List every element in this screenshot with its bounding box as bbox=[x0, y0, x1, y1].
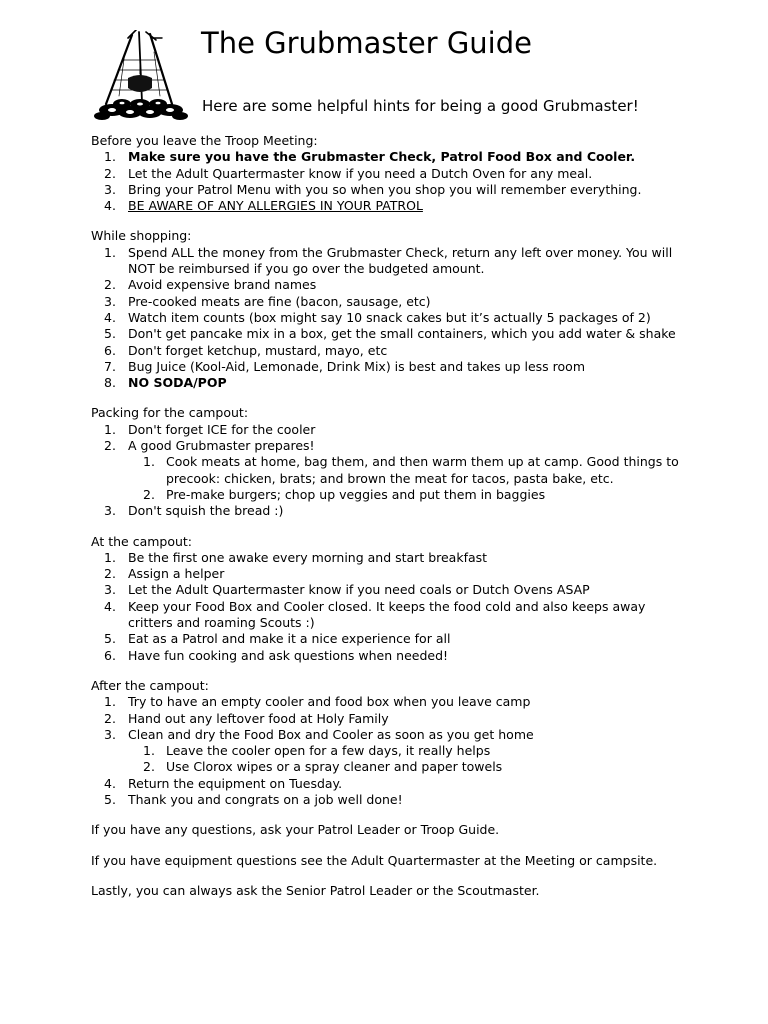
section-list bbox=[91, 245, 691, 392]
list-item bbox=[91, 566, 691, 582]
list-item bbox=[91, 294, 691, 310]
item-number: 3. bbox=[104, 582, 116, 598]
list-item bbox=[91, 792, 691, 808]
item-number: 1. bbox=[143, 743, 155, 759]
list-item bbox=[91, 310, 691, 326]
item-text: Let the Adult Quartermaster know if you need coals or Dutch Ovens ASAP bbox=[128, 582, 590, 598]
list-item bbox=[91, 375, 691, 391]
item-number: 3. bbox=[104, 503, 116, 519]
item-text: Let the Adult Quartermaster know if you need a Dutch Oven for any meal. bbox=[128, 165, 593, 181]
item-number: 4. bbox=[104, 598, 116, 614]
item-text: Don't forget ketchup, mustard, mayo, etc bbox=[128, 342, 388, 358]
item-text: Hand out any leftover food at Holy Family bbox=[128, 710, 389, 726]
list-item bbox=[91, 694, 691, 710]
closing-paragraph: If you have any questions, ask your Patrol Leader or Troop Guide. bbox=[91, 822, 500, 838]
item-number: 4. bbox=[104, 775, 116, 791]
sub-list bbox=[128, 454, 691, 503]
item-number: 1. bbox=[104, 244, 116, 260]
item-text: Don't squish the bread :) bbox=[128, 503, 284, 519]
list-item bbox=[91, 503, 691, 519]
list-item bbox=[91, 166, 691, 182]
sub-list-item bbox=[91, 743, 691, 759]
list-item bbox=[91, 343, 691, 359]
list-item bbox=[91, 727, 691, 776]
item-text: Leave the cooler open for a few days, it really helps bbox=[166, 743, 491, 759]
item-text: Make sure you have the Grubmaster Check, Patrol Food Box and Cooler. bbox=[128, 149, 636, 165]
item-number: 5. bbox=[104, 791, 116, 807]
item-text: Try to have an empty cooler and food box when you leave camp bbox=[128, 694, 531, 710]
section-heading: At the campout: bbox=[91, 533, 193, 549]
item-text: Return the equipment on Tuesday. bbox=[128, 775, 343, 791]
document-body bbox=[91, 133, 691, 913]
list-item bbox=[91, 198, 691, 214]
item-text: Watch item counts (box might say 10 snack cakes but it’s actually 5 packages of 2) bbox=[128, 309, 651, 325]
list-item bbox=[91, 182, 691, 198]
list-item bbox=[91, 245, 691, 278]
list-item bbox=[91, 550, 691, 566]
section-list bbox=[91, 422, 691, 520]
item-text: Spend ALL the money from the Grubmaster Check, return any left over money. You will NOT be reimbursed if you go over the budgeted amount. bbox=[128, 244, 673, 277]
item-number: 3. bbox=[104, 726, 116, 742]
item-number: 4. bbox=[104, 198, 116, 214]
item-text: Eat as a Patrol and make it a nice experience for all bbox=[128, 631, 451, 647]
item-number: 7. bbox=[104, 358, 116, 374]
item-number: 5. bbox=[104, 326, 116, 342]
section-list bbox=[91, 149, 691, 214]
item-number: 3. bbox=[104, 293, 116, 309]
item-text: BE AWARE OF ANY ALLERGIES IN YOUR PATROL bbox=[128, 198, 423, 214]
item-text: NO SODA/POP bbox=[128, 375, 227, 391]
item-text: Bring your Patrol Menu with you so when you shop you will remember everything. bbox=[128, 181, 642, 197]
sub-list bbox=[128, 743, 691, 776]
item-number: 2. bbox=[104, 165, 116, 181]
item-number: 1. bbox=[104, 549, 116, 565]
list-item bbox=[91, 599, 691, 632]
list-item bbox=[91, 631, 691, 647]
list-item bbox=[91, 277, 691, 293]
list-item bbox=[91, 582, 691, 598]
page-title: The Grubmaster Guide bbox=[201, 26, 532, 60]
sub-list-item bbox=[91, 487, 691, 503]
sub-list-item bbox=[91, 759, 691, 775]
item-number: 6. bbox=[104, 647, 116, 663]
item-number: 1. bbox=[104, 694, 116, 710]
list-item bbox=[91, 776, 691, 792]
item-text: Pre-cooked meats are fine (bacon, sausage, etc) bbox=[128, 293, 431, 309]
item-text: Have fun cooking and ask questions when needed! bbox=[128, 647, 449, 663]
closing-paragraph: If you have equipment questions see the Adult Quartermaster at the Meeting or campsite. bbox=[91, 852, 658, 868]
item-number: 1. bbox=[104, 421, 116, 437]
section-list bbox=[91, 694, 691, 808]
section-heading: While shopping: bbox=[91, 228, 192, 244]
list-item bbox=[91, 438, 691, 503]
list-item bbox=[91, 648, 691, 664]
list-item bbox=[91, 359, 691, 375]
item-text: Use Clorox wipes or a spray cleaner and paper towels bbox=[166, 759, 503, 775]
list-item bbox=[91, 711, 691, 727]
item-number: 1. bbox=[104, 149, 116, 165]
item-text: Assign a helper bbox=[128, 566, 225, 582]
campfire-logo-icon bbox=[92, 30, 192, 122]
item-number: 5. bbox=[104, 631, 116, 647]
item-number: 2. bbox=[143, 759, 155, 775]
item-number: 2. bbox=[104, 438, 116, 454]
section-heading: After the campout: bbox=[91, 677, 209, 693]
item-text: Don't get pancake mix in a box, get the small containers, which you add water & shake bbox=[128, 326, 676, 342]
item-text: Avoid expensive brand names bbox=[128, 277, 317, 293]
item-number: 4. bbox=[104, 309, 116, 325]
section-heading: Before you leave the Troop Meeting: bbox=[91, 133, 318, 148]
item-number: 8. bbox=[104, 375, 116, 391]
list-item bbox=[91, 326, 691, 342]
item-text: Bug Juice (Kool-Aid, Lemonade, Drink Mix) is best and takes up less room bbox=[128, 358, 585, 374]
item-number: 2. bbox=[104, 566, 116, 582]
item-text: Thank you and congrats on a job well done! bbox=[128, 791, 403, 807]
sub-list-item bbox=[91, 454, 691, 487]
list-item bbox=[91, 422, 691, 438]
page-subtitle: Here are some helpful hints for being a good Grubmaster! bbox=[202, 97, 639, 115]
item-text: Pre-make burgers; chop up veggies and put them in baggies bbox=[166, 486, 546, 502]
list-item bbox=[91, 149, 691, 165]
item-text: Be the first one awake every morning and start breakfast bbox=[128, 549, 488, 565]
item-number: 3. bbox=[104, 181, 116, 197]
item-number: 2. bbox=[104, 277, 116, 293]
section-list bbox=[91, 550, 691, 664]
item-text: Clean and dry the Food Box and Cooler as soon as you get home bbox=[128, 726, 534, 742]
closing-paragraph: Lastly, you can always ask the Senior Patrol Leader or the Scoutmaster. bbox=[91, 882, 540, 898]
item-number: 1. bbox=[143, 454, 155, 470]
item-text: Don't forget ICE for the cooler bbox=[128, 421, 316, 437]
item-text: Keep your Food Box and Cooler closed. It keeps the food cold and also keeps away critters and roaming Scouts :) bbox=[128, 598, 646, 631]
item-number: 2. bbox=[143, 486, 155, 502]
item-text: A good Grubmaster prepares! bbox=[128, 438, 315, 454]
item-text: Cook meats at home, bag them, and then warm them up at camp. Good things to precook: chicken, brats; and brown the meat for tacos, pasta bake, etc. bbox=[166, 454, 679, 486]
item-number: 6. bbox=[104, 342, 116, 358]
item-number: 2. bbox=[104, 710, 116, 726]
section-heading: Packing for the campout: bbox=[91, 405, 249, 421]
